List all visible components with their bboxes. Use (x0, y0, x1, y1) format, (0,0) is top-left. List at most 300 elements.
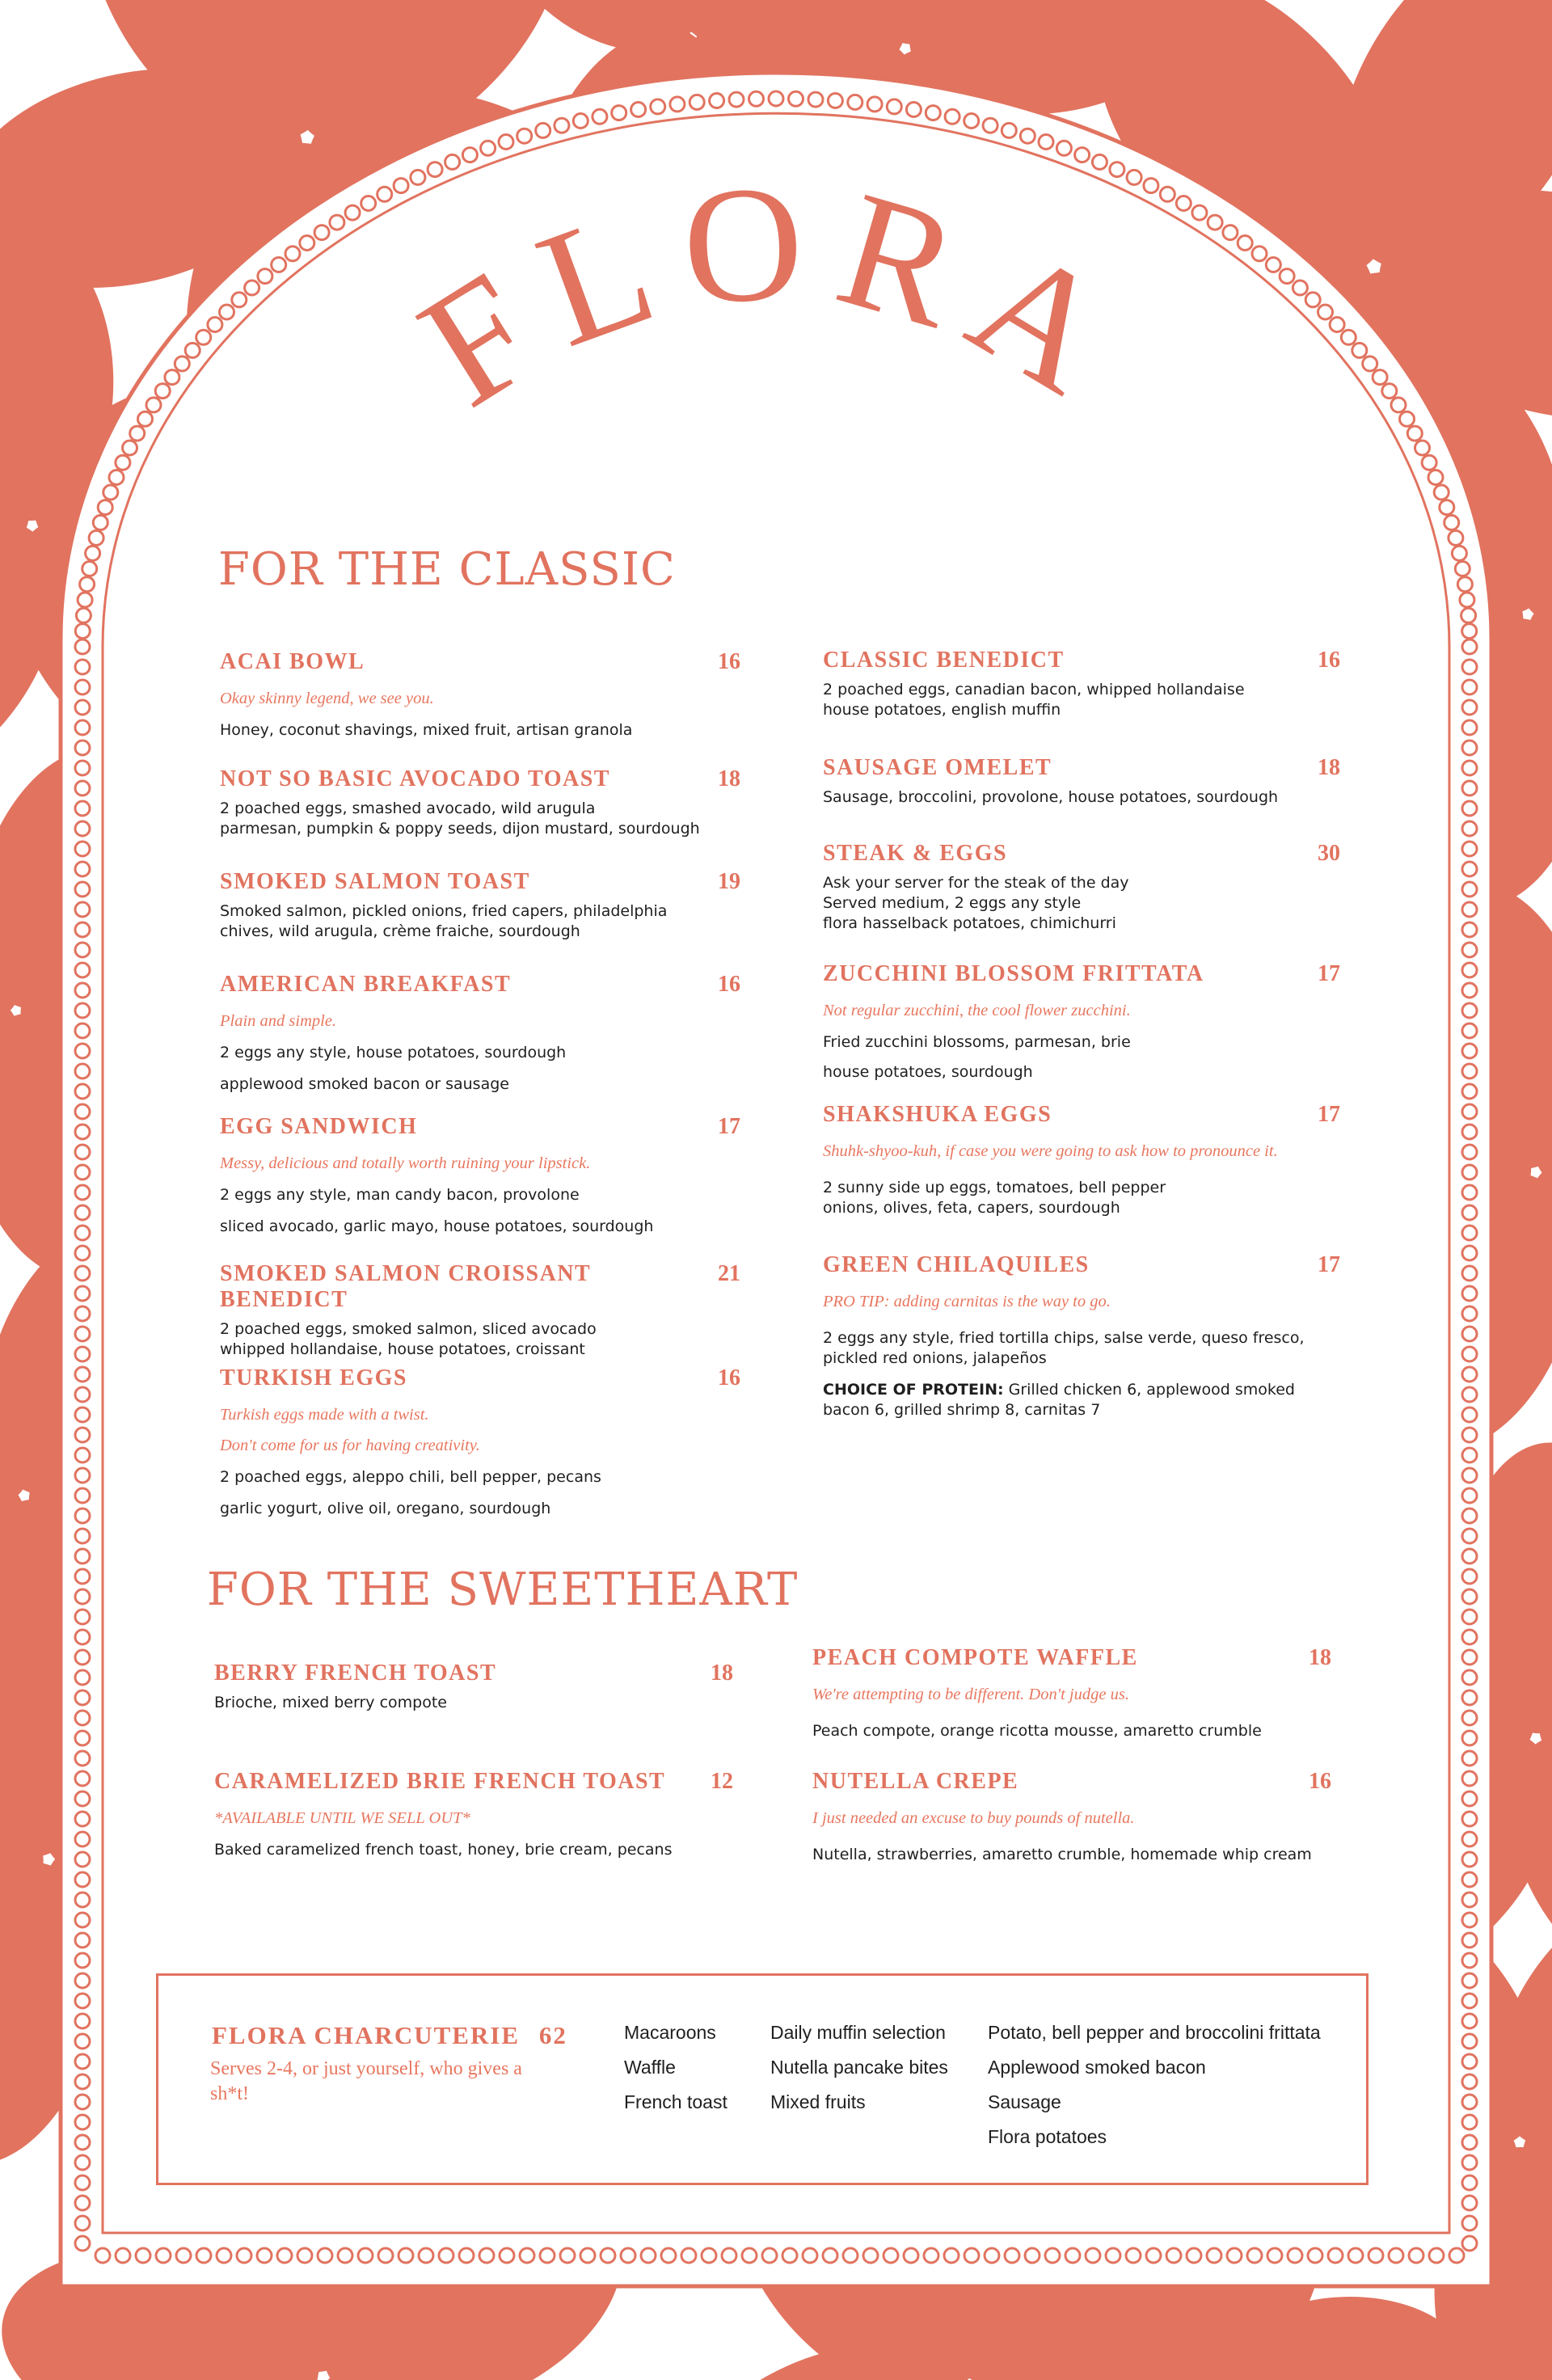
brand-title: FLORA (390, 149, 1160, 442)
bead-ornament (75, 1104, 90, 1119)
menu-item-name: SAUSAGE OMELET (823, 755, 1052, 780)
charcuterie-subtitle: Serves 2-4, or just yourself, who gives a sh*t! (210, 2058, 522, 2104)
menu-item-tagline: Shuhk-shyoo-kuh, if case you were going to ask how to pronounce it. (823, 1142, 1278, 1160)
charcuterie-col-3 (988, 2015, 1321, 2154)
bead-ornament (136, 2248, 150, 2263)
bead-ornament (75, 680, 90, 694)
menu-item-description: flora hasselback potatoes, chimichurri (823, 914, 1116, 932)
bead-ornament (75, 1064, 90, 1078)
bead-ornament (1462, 1428, 1477, 1442)
bead-ornament (1086, 2248, 1100, 2263)
bead-ornament (156, 2248, 171, 2263)
bead-ornament (75, 1286, 90, 1301)
bead-ornament (1462, 624, 1477, 639)
charcuterie-title (212, 2021, 567, 2050)
bead-ornament (75, 821, 90, 836)
bead-ornament (1267, 2248, 1282, 2263)
bead-ornament (1462, 1226, 1477, 1240)
bead-ornament (540, 2248, 555, 2263)
menu-item (823, 841, 1340, 934)
bead-ornament (823, 2248, 837, 2263)
bead-ornament (560, 2248, 575, 2263)
bead-ornament (75, 1953, 90, 1968)
protein-choice-label: CHOICE OF PROTEIN: (823, 1381, 1004, 1399)
bead-ornament (419, 2248, 433, 2263)
bead-ornament (439, 2248, 453, 2263)
menu-item-tagline: Okay skinny legend, we see you. (220, 690, 434, 707)
bead-ornament (75, 1650, 90, 1665)
bead-ornament (1348, 2248, 1363, 2263)
menu-item-price: 16 (718, 972, 740, 997)
bead-ornament (75, 2034, 90, 2049)
bead-ornament (75, 1670, 90, 1685)
bead-ornament (1462, 842, 1477, 856)
bead-ornament (75, 1973, 90, 1988)
bead-ornament (257, 2248, 272, 2263)
menu-item-name: SMOKED SALMON CROISSANT BENEDICT (220, 1261, 591, 1312)
bead-ornament (75, 1589, 90, 1604)
bead-ornament (722, 2248, 736, 2263)
bead-ornament (1045, 2248, 1060, 2263)
bead-ornament (75, 2135, 90, 2150)
menu-item-header (220, 869, 740, 895)
bead-ornament (75, 761, 90, 775)
menu-item-name: PEACH COMPOTE WAFFLE (812, 1645, 1138, 1670)
bead-ornament (75, 1185, 90, 1200)
bead-ornament (75, 1630, 90, 1644)
bead-ornament (1308, 2248, 1322, 2263)
bead-ornament (924, 2248, 938, 2263)
charcuterie-item: French toast (624, 2091, 728, 2112)
charcuterie-item: Applewood smoked bacon (988, 2057, 1206, 2078)
charcuterie-item: Flora potatoes (988, 2126, 1107, 2147)
bead-ornament (1462, 1630, 1477, 1644)
menu-item (823, 961, 1340, 1087)
bead-ornament (1462, 862, 1477, 876)
bead-ornament (1462, 741, 1477, 755)
menu-item (220, 1261, 740, 1360)
bead-ornament (1166, 2248, 1181, 2263)
bead-ornament (75, 983, 90, 998)
bead-ornament (75, 1044, 90, 1058)
bead-ornament (1462, 2236, 1477, 2251)
menu-item-header (214, 1661, 733, 1686)
bead-ornament (1462, 2175, 1477, 2190)
bead-ornament (1462, 1509, 1477, 1523)
bead-ornament (1457, 577, 1472, 592)
bead-ornament (75, 2054, 90, 2069)
bead-ornament (1005, 2248, 1019, 2263)
bead-ornament (75, 943, 90, 957)
menu-item-header (220, 1114, 740, 1140)
bead-ornament (1462, 1791, 1477, 1806)
bead-ornament (1462, 1387, 1477, 1402)
menu-item-price: 18 (1318, 755, 1340, 780)
bead-ornament (1389, 2248, 1403, 2263)
bead-ornament (75, 1125, 90, 1139)
bead-ornament (1187, 2248, 1201, 2263)
bead-ornament (75, 1872, 90, 1887)
bead-ornament (459, 2248, 474, 2263)
bead-ornament (75, 1306, 90, 1321)
bead-ornament (1462, 781, 1477, 795)
bead-ornament (1462, 1003, 1477, 1018)
bead-ornament (1462, 1690, 1477, 1705)
bead-ornament (1146, 2248, 1161, 2263)
menu-item-description: house potatoes, english muffin (823, 701, 1061, 719)
bead-ornament (399, 2248, 413, 2263)
menu-item-description: Honey, coconut shavings, mixed fruit, artisan granola (220, 721, 633, 739)
menu-item (220, 972, 740, 1099)
bead-ornament (1462, 1286, 1477, 1301)
menu-item-description: 2 eggs any style, house potatoes, sourdough (220, 1044, 567, 1061)
bead-ornament (75, 882, 90, 897)
menu-item-tagline: We're attempting to be different. Don't judge us. (812, 1686, 1129, 1703)
bead-ornament (1462, 2155, 1477, 2170)
bead-ornament (75, 2175, 90, 2190)
bead-ornament (479, 2248, 494, 2263)
charcuterie-item: Mixed fruits (770, 2091, 866, 2112)
bead-ornament (75, 1711, 90, 1725)
menu-item-header (823, 961, 1340, 987)
bead-ornament (76, 608, 91, 622)
bead-ornament (75, 1468, 90, 1483)
menu-item-header (220, 766, 740, 792)
menu-item-description: house potatoes, sourdough (823, 1063, 1033, 1081)
bead-ornament (75, 862, 90, 876)
bead-ornament (75, 1448, 90, 1462)
bead-ornament (1462, 2014, 1477, 2028)
menu-item-name: GREEN CHILAQUILES (823, 1252, 1090, 1277)
menu-item-description: pickled red onions, jalapeños (823, 1349, 1047, 1367)
bead-ornament (75, 1246, 90, 1260)
bead-ornament (1369, 2248, 1383, 2263)
bead-ornament (803, 2248, 817, 2263)
menu-item-tagline: PRO TIP: adding carnitas is the way to go. (823, 1293, 1111, 1310)
menu-item-tagline: *AVAILABLE UNTIL WE SELL OUT* (214, 1809, 470, 1827)
bead-ornament (75, 741, 90, 755)
bead-ornament (702, 2248, 716, 2263)
bead-ornament (1462, 1650, 1477, 1665)
bead-ornament (1462, 2115, 1477, 2129)
bead-ornament (580, 2248, 595, 2263)
section-title-sweetheart: FOR THE SWEETHEART (207, 1563, 799, 1616)
bead-ornament (1462, 639, 1477, 654)
menu-item (823, 1252, 1340, 1420)
bead-ornament (1462, 2034, 1477, 2049)
menu-item (812, 1645, 1331, 1741)
bead-ornament (1429, 2248, 1444, 2263)
bead-ornament (964, 2248, 979, 2263)
bead-ornament (75, 1407, 90, 1422)
bead-ornament (1462, 1731, 1477, 1745)
menu-item-price: 16 (1318, 648, 1340, 673)
bead-ornament (1462, 943, 1477, 957)
bead-ornament (944, 2248, 959, 2263)
menu-item-header (823, 755, 1340, 781)
bead-ornament (75, 2216, 90, 2230)
bead-ornament (358, 2248, 373, 2263)
menu-item-header (823, 648, 1340, 673)
bead-ornament (1462, 1327, 1477, 1341)
bead-ornament (1462, 1023, 1477, 1038)
bead-ornament (884, 2248, 898, 2263)
menu-item-price: 18 (711, 1661, 733, 1686)
menu-item (220, 1114, 740, 1242)
bead-ornament (601, 2248, 615, 2263)
bead-ornament (75, 1610, 90, 1624)
menu-item-tagline: Plain and simple. (220, 1012, 337, 1030)
bead-ornament (904, 2248, 918, 2263)
bead-ornament (75, 1165, 90, 1179)
section-title-classic: FOR THE CLASSIC (218, 543, 676, 596)
menu-item-header (823, 841, 1340, 867)
bead-ornament (1025, 2248, 1040, 2263)
bead-ornament (1462, 1893, 1477, 1907)
menu-item (220, 766, 740, 839)
bead-ornament (1462, 1610, 1477, 1624)
bead-ornament (75, 1509, 90, 1523)
bead-ornament (75, 1084, 90, 1099)
bead-ornament (75, 1569, 90, 1584)
bead-ornament (75, 1266, 90, 1281)
bead-ornament (80, 577, 95, 592)
bead-ornament (985, 2248, 999, 2263)
bead-ornament (1462, 1994, 1477, 2008)
charcuterie-name: FLORA CHARCUTERIE (212, 2021, 521, 2049)
menu-item-name: NOT SO BASIC AVOCADO TOAST (220, 766, 610, 791)
menu-item-name: NUTELLA CREPE (812, 1769, 1019, 1794)
menu-item-tagline: Turkish eggs made with a twist. (220, 1406, 429, 1424)
bead-ornament (520, 2248, 534, 2263)
bead-ornament (75, 922, 90, 937)
bead-ornament (1462, 1670, 1477, 1685)
bead-ornament (1462, 1448, 1477, 1462)
menu-item-name: ACAI BOWL (220, 649, 365, 674)
charcuterie-item: Macaroons (624, 2022, 716, 2043)
bead-ornament (75, 2236, 90, 2251)
menu-item-description: whipped hollandaise, house potatoes, croissant (220, 1340, 585, 1358)
bead-ornament (1462, 1549, 1477, 1563)
bead-ornament (1462, 1933, 1477, 1947)
bead-ornament (1462, 1953, 1477, 1968)
bead-ornament (75, 1367, 90, 1382)
menu-item-price: 30 (1318, 841, 1340, 866)
menu-item-description: 2 poached eggs, aleppo chili, bell pepper, pecans (220, 1468, 601, 1486)
bead-ornament (75, 1226, 90, 1240)
bead-ornament (1461, 608, 1476, 622)
menu-item-description: 2 eggs any style, fried tortilla chips, salse verde, queso fresco, (823, 1329, 1305, 1347)
bead-ornament (75, 902, 90, 917)
bead-ornament (78, 593, 92, 607)
menu-item-price: 17 (1318, 1102, 1340, 1127)
menu-item-price: 16 (1309, 1769, 1331, 1794)
menu-item-name: EGG SANDWICH (220, 1114, 418, 1139)
menu-item (823, 755, 1340, 808)
menu-item-price: 12 (711, 1769, 733, 1794)
bead-ornament (1462, 1872, 1477, 1887)
charcuterie-col-1 (624, 2015, 728, 2120)
bead-ornament (75, 1913, 90, 1927)
bead-ornament (1462, 1751, 1477, 1766)
bead-ornament (75, 1327, 90, 1341)
bead-ornament (75, 1731, 90, 1745)
bead-ornament (1462, 2074, 1477, 2089)
bead-ornament (1462, 1145, 1477, 1159)
bead-ornament (742, 2248, 757, 2263)
bead-ornament (1462, 801, 1477, 816)
menu-item-header (220, 649, 740, 675)
menu-item-header (823, 1102, 1340, 1128)
bead-ornament (75, 1023, 90, 1038)
bead-ornament (1462, 1367, 1477, 1382)
menu-item (823, 648, 1340, 720)
bead-ornament (75, 842, 90, 856)
menu-item-description: 2 poached eggs, smoked salmon, sliced avocado (220, 1320, 597, 1338)
menu-item-name: STEAK & EGGS (823, 841, 1008, 866)
menu-item-description: 2 poached eggs, canadian bacon, whipped hollandaise (823, 681, 1245, 698)
bead-ornament (75, 1832, 90, 1846)
bead-ornament (1247, 2248, 1262, 2263)
bead-ornament (621, 2248, 635, 2263)
bead-ornament (75, 1852, 90, 1867)
bead-ornament (641, 2248, 656, 2263)
bead-ornament (1462, 761, 1477, 775)
bead-ornament (1462, 1266, 1477, 1281)
bead-ornament (1462, 1165, 1477, 1179)
bead-ornament (75, 1387, 90, 1402)
bead-ornament (75, 660, 90, 674)
menu-item-description: garlic yogurt, olive oil, oregano, sourdough (220, 1500, 551, 1517)
bead-ornament (762, 2248, 777, 2263)
bead-ornament (500, 2248, 514, 2263)
bead-ornament (1462, 1044, 1477, 1058)
bead-ornament (75, 1549, 90, 1563)
bead-ornament (75, 1791, 90, 1806)
bead-ornament (1462, 2216, 1477, 2230)
menu-item-price: 17 (1318, 1252, 1340, 1277)
bead-ornament (75, 2155, 90, 2170)
bead-ornament (75, 963, 90, 977)
menu-item-name: BERRY FRENCH TOAST (214, 1661, 497, 1686)
bead-ornament (1462, 1306, 1477, 1321)
menu-item-description: Brioche, mixed berry compote (214, 1694, 447, 1711)
menu-item (214, 1769, 733, 1860)
bead-ornament (1462, 1771, 1477, 1786)
charcuterie-price: 62 (538, 2021, 567, 2049)
menu-item-name: TURKISH EGGS (220, 1365, 407, 1390)
bead-ornament (1462, 1569, 1477, 1584)
charcuterie-item: Potato, bell pepper and broccolini frittata (988, 2022, 1321, 2043)
menu-item-price: 18 (718, 766, 740, 791)
bead-ornament (176, 2248, 191, 2263)
bead-ornament (75, 720, 90, 735)
bead-ornament (75, 1003, 90, 1018)
bead-ornament (1207, 2248, 1221, 2263)
menu-item-description: Smoked salmon, pickled onions, fried capers, philadelphia (220, 902, 668, 920)
menu-item (220, 649, 740, 741)
bead-ornament (1462, 1407, 1477, 1422)
bead-ornament (1462, 1812, 1477, 1826)
menu-item-price: 17 (718, 1114, 740, 1139)
brand-logo (0, 0, 1552, 566)
menu-item-description: Served medium, 2 eggs any style (823, 894, 1082, 912)
charcuterie-item: Daily muffin selection (770, 2022, 946, 2043)
bead-ornament (75, 1751, 90, 1766)
menu-item-name: SMOKED SALMON TOAST (220, 869, 530, 894)
bead-ornament (1462, 1064, 1477, 1078)
bead-ornament (277, 2248, 292, 2263)
bead-ornament (661, 2248, 676, 2263)
bead-ornament (297, 2248, 312, 2263)
bead-ornament (75, 1994, 90, 2008)
bead-ornament (318, 2248, 332, 2263)
bead-ornament (75, 801, 90, 816)
bead-ornament (1462, 700, 1477, 715)
bead-ornament (95, 2248, 110, 2263)
bead-ornament (1462, 1711, 1477, 1725)
bead-ornament (1462, 1488, 1477, 1503)
menu-item-description: applewood smoked bacon or sausage (220, 1075, 509, 1093)
charcuterie-item: Sausage (988, 2091, 1061, 2112)
bead-ornament (75, 2074, 90, 2089)
menu-item (812, 1769, 1331, 1865)
bead-ornament (1462, 1185, 1477, 1200)
bead-ornament (1462, 1913, 1477, 1927)
bead-ornament (378, 2248, 393, 2263)
bead-ornament (1462, 680, 1477, 694)
menu-item-tagline: I just needed an excuse to buy pounds of nutella. (812, 1809, 1135, 1827)
menu-item-description: 2 poached eggs, smashed avocado, wild arugula (220, 800, 596, 817)
bead-ornament (75, 700, 90, 715)
bead-ornament (863, 2248, 878, 2263)
protein-choice-text: Grilled chicken 6, applewood smoked (1003, 1381, 1295, 1399)
bead-ornament (1462, 1205, 1477, 1220)
bead-ornament (75, 1347, 90, 1361)
menu-item-header (220, 972, 740, 998)
bead-ornament (237, 2248, 251, 2263)
charcuterie-col-2 (770, 2015, 948, 2120)
bead-ornament (1462, 1104, 1477, 1119)
bead-ornament (1462, 1529, 1477, 1543)
bead-ornament (1462, 720, 1477, 735)
menu-item-tagline: Messy, delicious and totally worth ruining your lipstick. (220, 1154, 591, 1172)
menu-item-name: AMERICAN BREAKFAST (220, 972, 512, 997)
menu-item (220, 869, 740, 942)
bead-ornament (1462, 1246, 1477, 1260)
bead-ornament (1065, 2248, 1080, 2263)
bead-ornament (782, 2248, 797, 2263)
bead-ornament (1462, 1589, 1477, 1604)
bead-ornament (1462, 1125, 1477, 1139)
bead-ornament (1462, 963, 1477, 977)
bead-ornament (75, 2196, 90, 2210)
menu-item-price: 16 (718, 1365, 740, 1390)
menu-item-header (220, 1261, 740, 1313)
menu-item-header (812, 1769, 1331, 1795)
menu-item-name: SHAKSHUKA EGGS (823, 1102, 1052, 1127)
bead-ornament (1462, 922, 1477, 937)
bead-ornament (116, 2248, 130, 2263)
bead-ornament (1462, 1832, 1477, 1846)
menu-item-price: 18 (1309, 1645, 1331, 1670)
bead-ornament (75, 1893, 90, 1907)
bead-ornament (1462, 1468, 1477, 1483)
bead-ornament (1462, 821, 1477, 836)
menu-item-tagline: Not regular zucchini, the cool flower zucchini. (823, 1002, 1131, 1019)
protein-choice (823, 1380, 1340, 1400)
menu-item-description: chives, wild arugula, crème fraiche, sourdough (220, 922, 580, 940)
